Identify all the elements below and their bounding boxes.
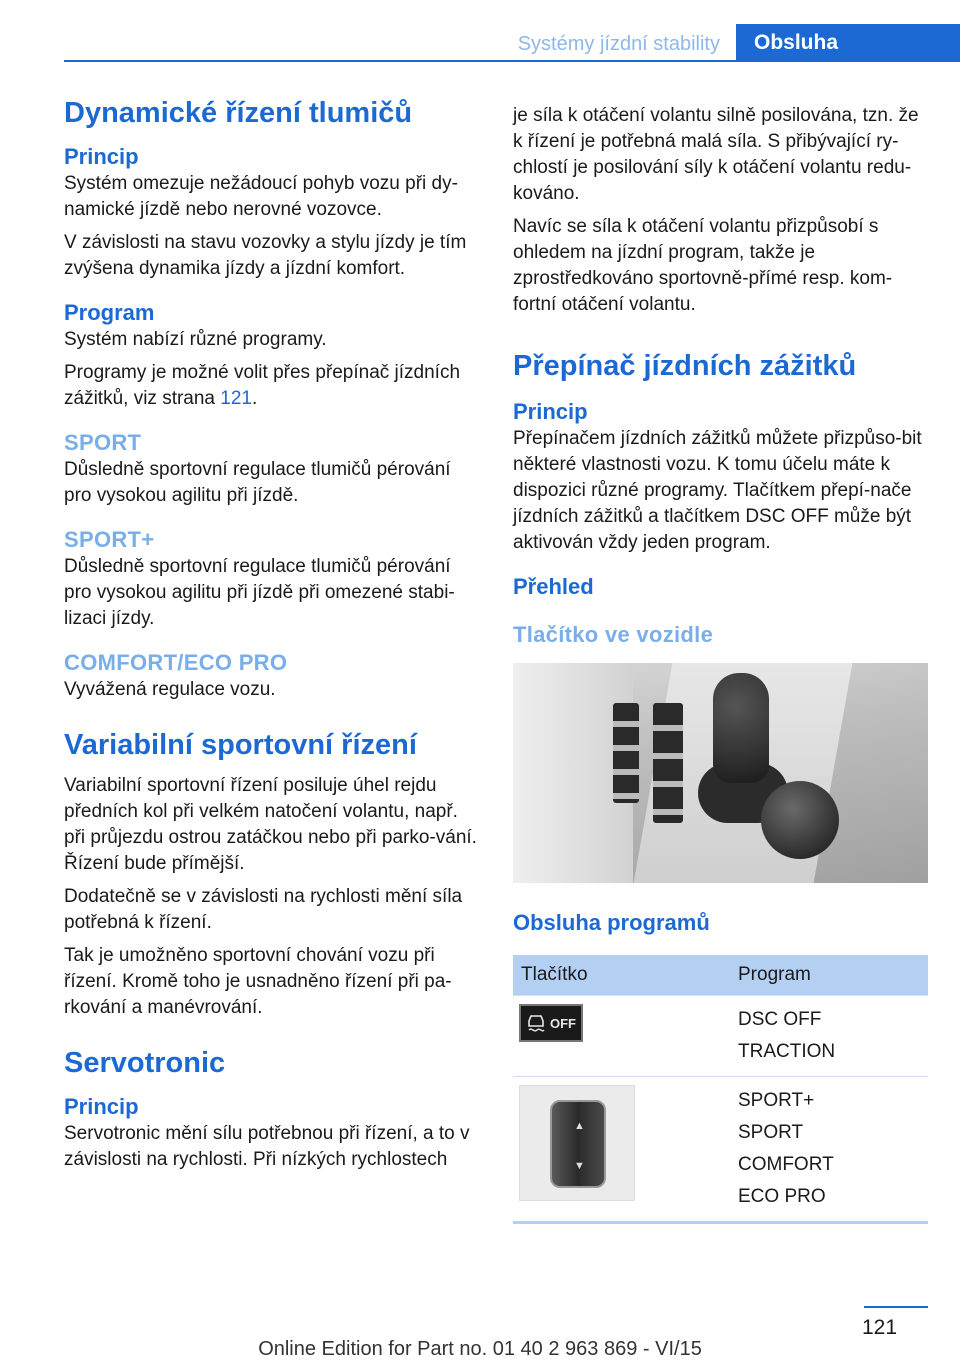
heading-damper-control: Dynamické řízení tlumičů (64, 97, 413, 129)
footer-edition: Online Edition for Part no. 01 40 2 963 869 - VI/15 (258, 1338, 702, 1360)
paragraph: Servotronic mění sílu potřebnou při řízení, a to v závislosti na rychlosti. Při nízkých rychlostech (64, 1123, 470, 1170)
paragraph: je síla k otáčení volantu silně posilována, tzn. že k řízení je potřebná malá síla. S přibývající ry-chlostí je posilování síly k otáčení volantu redu-kováno. (513, 105, 919, 204)
paragraph: Systém omezuje nežádoucí pohyb vozu při dy-namické jízdě nebo nerovné vozovce. (64, 173, 458, 220)
paragraph: Systém nabízí různé programy. (64, 329, 327, 350)
subheading-program: Program (64, 300, 155, 325)
heading-servotronic: Servotronic (64, 1047, 226, 1079)
header-tab: Obsluha (736, 24, 960, 62)
paragraph: V závislosti na stavu vozovky a stylu jízdy je tím zvýšena dynamika jízdy a jízdní komfort. (64, 232, 467, 279)
arrow-up-icon: ▲ (574, 1120, 585, 1132)
arrow-down-icon: ▼ (574, 1160, 585, 1172)
table-header (513, 955, 928, 995)
table-cell (730, 1077, 842, 1221)
table-cell (513, 1077, 730, 1221)
paragraph: Variabilní sportovní řízení posiluje úhel rejdu předních kol při velkém natočení volantu, např. při průjezdu ostrou zatáčkou nebo při parko-vání. Řízení bude přímější. (64, 775, 477, 874)
paragraph-text: Programy je možné volit přes přepínač jízdních zážitků, viz strana (64, 362, 461, 409)
heading-variable-sport-steering: Variabilní sportovní řízení (64, 729, 417, 761)
program-name: ECO PRO (738, 1186, 826, 1207)
driving-experience-switch-icon (519, 1085, 635, 1201)
right-column (513, 103, 928, 1224)
subheading-princip: Princip (513, 399, 588, 424)
subheading-overview: Přehled (513, 574, 594, 599)
paragraph: Vyvážená regulace vozu. (64, 679, 276, 700)
paragraph: Důsledně sportovní regulace tlumičů pérování pro vysokou agilitu při jízdě. (64, 459, 451, 506)
paragraph-with-link (64, 360, 479, 412)
program-name: TRACTION (738, 1041, 836, 1062)
program-name: SPORT+ (738, 1090, 815, 1111)
program-name: SPORT (738, 1122, 804, 1143)
column-header-program: Program (738, 964, 811, 985)
car-skid-icon (526, 1012, 546, 1034)
subheading-sport: SPORT (64, 430, 142, 455)
paragraph: Přepínačem jízdních zážitků můžete přizpůso-bit některé vlastnosti vozu. K tomu účelu máte k dispozici různé programy. Tlačítkem přepí-nače jízdních zážitků a tlačítkem DSC OFF může být aktivován vždy jeden program. (513, 428, 922, 553)
program-name: DSC OFF (738, 1009, 822, 1030)
table-row (513, 1076, 928, 1221)
subheading-princip: Princip (64, 1094, 139, 1119)
paragraph-text: . (251, 388, 258, 409)
dsc-off-button-icon (519, 1004, 583, 1042)
subheading-comfort-eco-pro: COMFORT/ECO PRO (64, 650, 288, 675)
heading-driving-experience-switch: Přepínač jízdních zážitků (513, 350, 857, 382)
left-column (64, 95, 479, 1180)
page-number: 121 (862, 1316, 898, 1339)
program-table (513, 955, 928, 1224)
table-cell (513, 996, 730, 1076)
table-row (513, 995, 928, 1076)
dsc-icon-label: OFF (550, 1015, 576, 1031)
footer-rule (864, 1306, 928, 1308)
page-reference-link[interactable]: 121 (220, 388, 252, 409)
paragraph: Tak je umožněno sportovní chování vozu při řízení. Kromě toho je usnadněno řízení při pa-rkování a manévrování. (64, 945, 452, 1018)
paragraph: Dodatečně se v závislosti na rychlosti mění síla potřebná k řízení. (64, 886, 463, 933)
paragraph: Navíc se síla k otáčení volantu přizpůsobí s ohledem na jízdní program, takže je zprostředkováno sportovně-přímé resp. kom-fortní otáčení volantu. (513, 216, 893, 315)
program-name: COMFORT (738, 1154, 834, 1175)
vehicle-console-photo (513, 663, 928, 883)
paragraph: Důsledně sportovní regulace tlumičů pérování pro vysokou agilitu při jízdě při omezené stabi-lizaci jízdy. (64, 556, 455, 629)
header-section-title: Systémy jízdní stability (517, 33, 720, 55)
subheading-button-in-vehicle: Tlačítko ve vozidle (513, 622, 714, 647)
subheading-program-operation: Obsluha programů (513, 910, 710, 935)
column-header-button: Tlačítko (521, 964, 588, 985)
subheading-princip: Princip (64, 144, 139, 169)
subheading-sport-plus: SPORT+ (64, 527, 155, 552)
table-cell (730, 996, 843, 1076)
header-rule (64, 60, 928, 62)
